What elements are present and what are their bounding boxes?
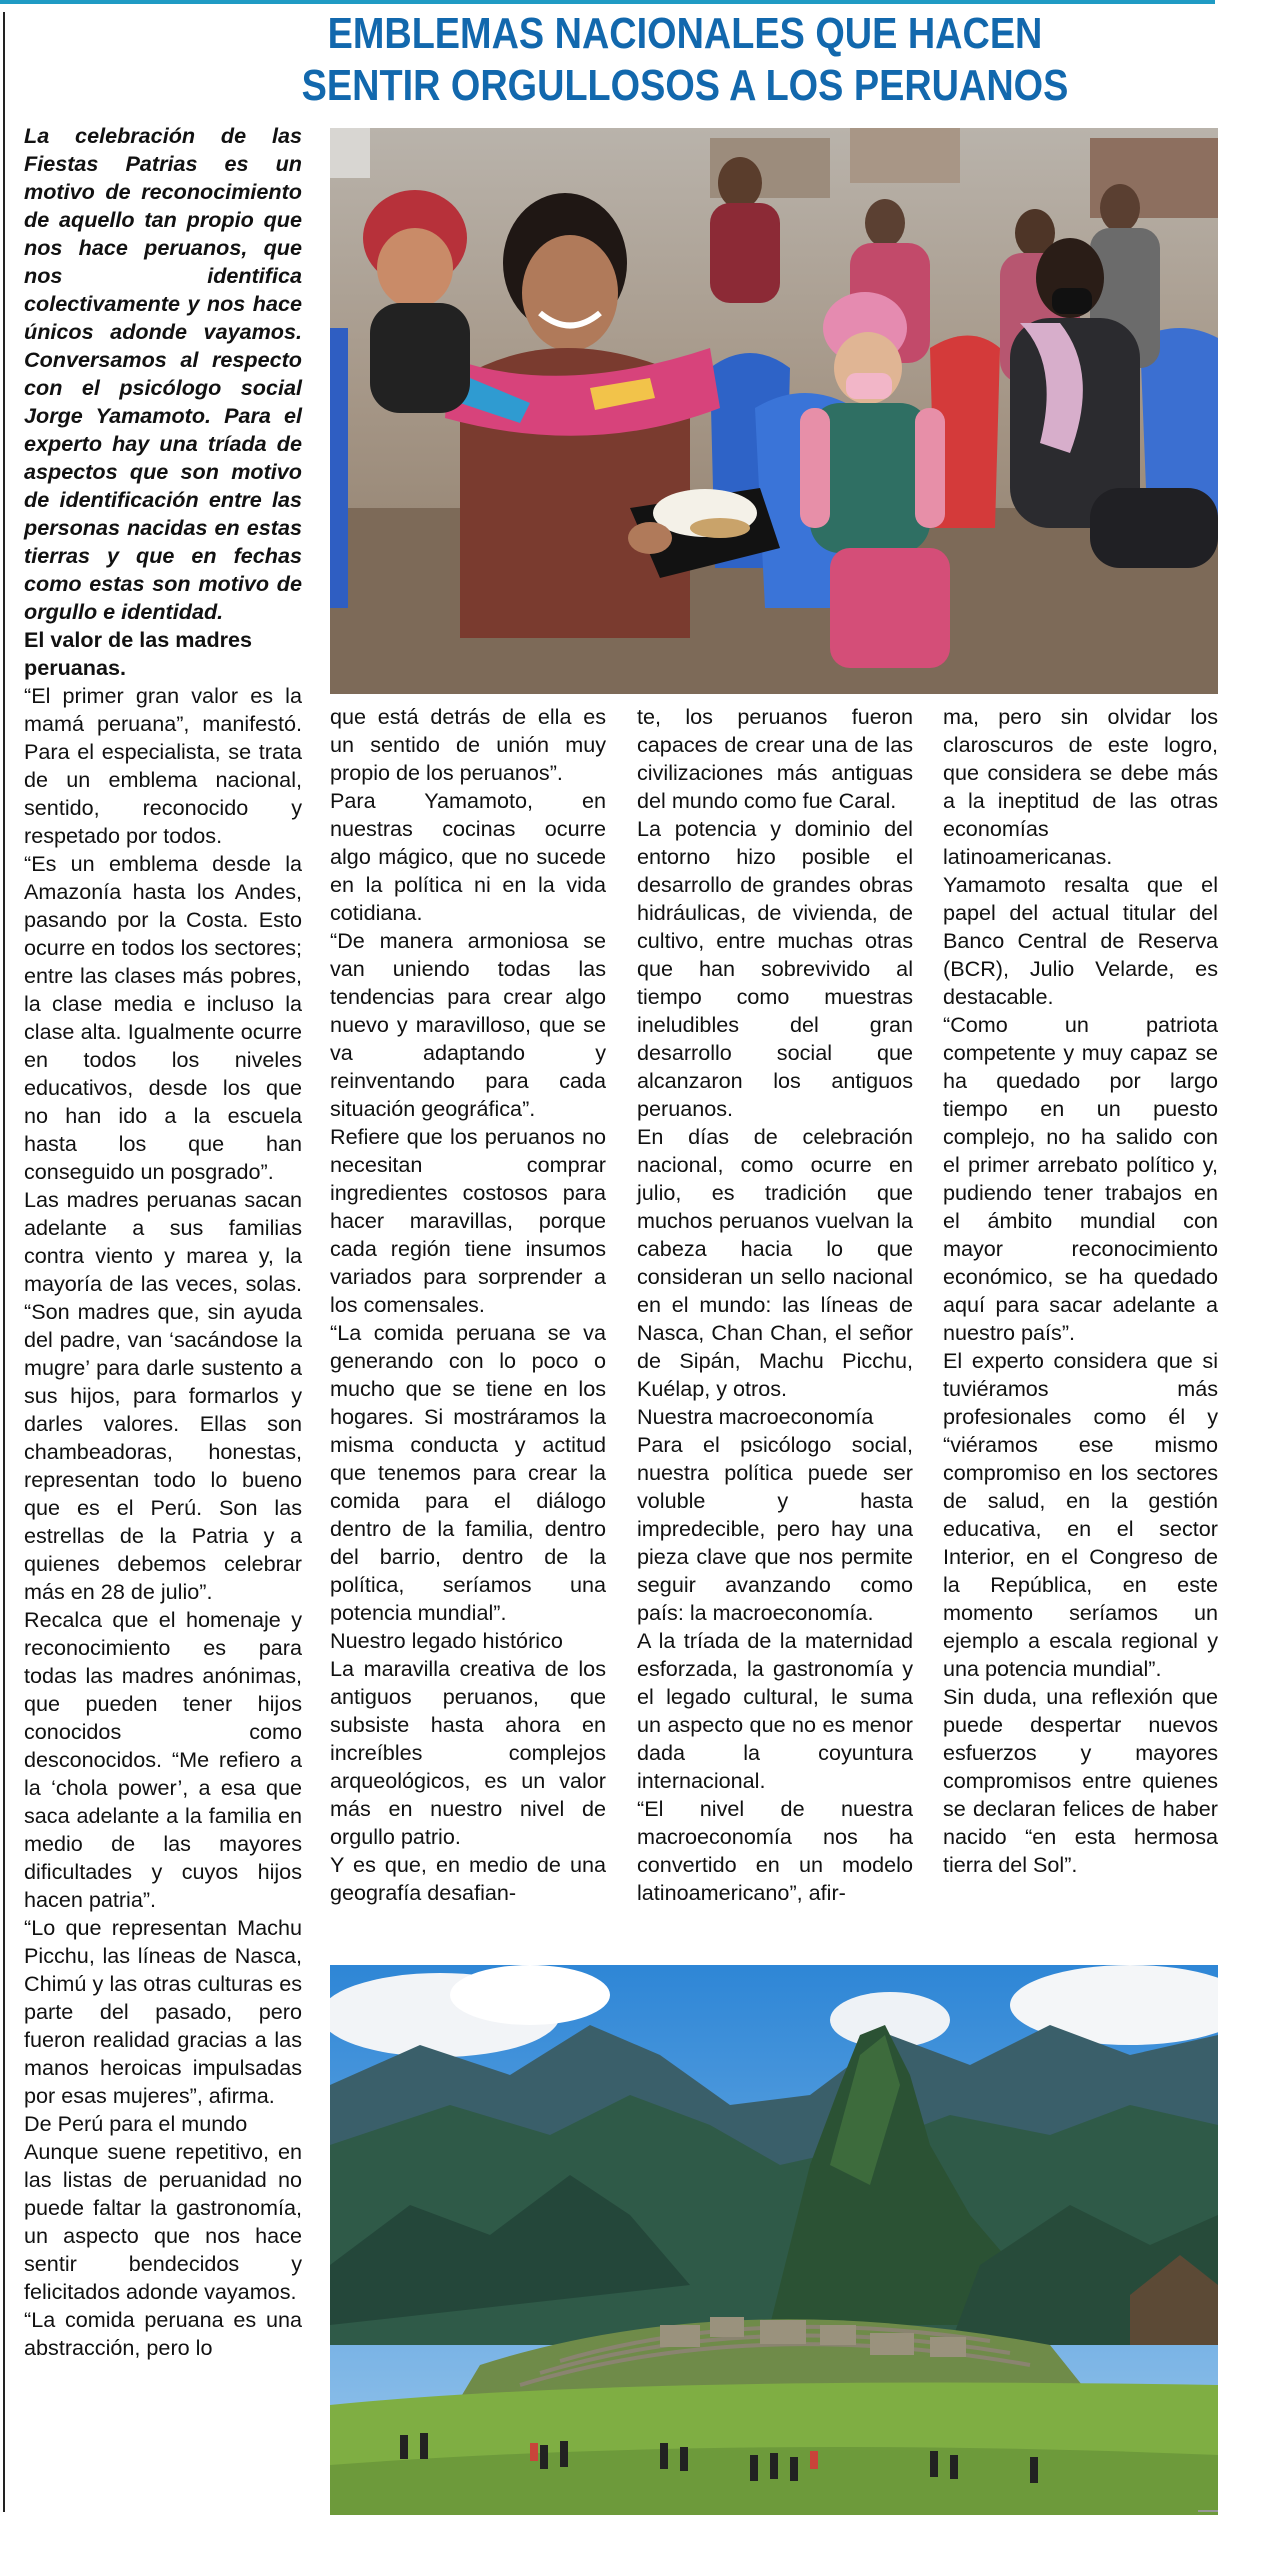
article-column-2: [330, 703, 606, 1907]
headline-line-1: EMBLEMAS NACIONALES QUE HACEN: [327, 9, 1043, 58]
body-paragraph: te, los peruanos fueron capaces de crear una de las civilizaciones más antiguas del mundo como fue Caral.: [637, 704, 913, 813]
section-subheading: De Perú para el mundo: [24, 2111, 248, 2136]
body-paragraph: “De manera armoniosa se van uniendo todas las tendencias para crear algo nuevo y maravilloso, que se va adaptando y reinventando para cada situación geográfica”.: [330, 928, 606, 1121]
intro-paragraph: La celebración de las Fiestas Patrias es un motivo de reconocimiento de aquello tan propio que nos hace peruanos, que nos identifica colectivamente y nos hace únicos adonde vayamos. Conversamos al respecto con el psicólogo social Jorge Yamamoto. Para el experto hay una tríada de aspectos que son motivo de identificación entre las personas nacidas en estas tierras y que en fechas como estas son motivo de orgullo e identidad.: [24, 123, 302, 624]
body-paragraph: El experto considera que si tuviéramos más profesionales como él y “viéramos ese mismo compromiso en los sectores de salud, en la gestión educativa, en el sector Interior, en el Congreso de la República, en este momento seríamos un ejemplo a escala regional y una potencia mundial”.: [943, 1348, 1218, 1681]
column-3-body: [637, 703, 913, 1907]
photo-machu-picchu: [330, 1965, 1218, 2515]
body-paragraph: “El primer gran valor es la mamá peruana”, manifestó. Para el especialista, se trata de un emblema nacional, sentido, reconocido y respetado por todos.: [24, 683, 302, 848]
body-paragraph: La maravilla creativa de los antiguos peruanos, que subsiste hasta ahora en increíbles complejos arqueológicos, es un valor más en nuestro nivel de orgullo patrio.: [330, 1656, 606, 1849]
body-paragraph: Refiere que los peruanos no necesitan comprar ingredientes costosos para hacer maravillas, porque cada región tiene insumos variados para sorprender a los comensales.: [330, 1124, 606, 1317]
section-subheading: El valor de las madres peruanas.: [24, 627, 253, 680]
section-subheading: Nuestro legado histórico: [330, 1628, 563, 1653]
body-paragraph: Las madres peruanas sacan adelante a sus familias contra viento y marea y, la mayoría de las veces, solas. “Son madres que, sin ayuda del padre, van ‘sacándose la mugre’ para darle sustento a sus hijos, para formarlos y darles valores. Ellas son chambeadoras, honestas, representan todo lo bueno que es el Perú. Son las estrellas de la Patria y a quienes debemos celebrar más en 28 de julio”.: [24, 1187, 302, 1604]
body-paragraph: En días de celebración nacional, como ocurre en julio, es tradición que muchos peruanos vuelvan la cabeza hacia lo que consideran un sello nacional en el mundo: las líneas de Nasca, Chan Chan, el señor de Sipán, Machu Picchu, Kuélap, y otros.: [637, 1124, 913, 1401]
headline-line-2: SENTIR ORGULLOSOS A LOS PERUANOS: [301, 61, 1069, 110]
body-paragraph: “La comida peruana se va generando con lo poco o mucho que se tiene en los hogares. Si mostráramos la misma conducta y actitud que tenemos para crear la comida para el diálogo dentro de la familia, dentro del barrio, dentro de la política, seríamos una potencia mundial”.: [330, 1320, 606, 1625]
body-paragraph: “La comida peruana es una abstracción, pero lo: [24, 2307, 302, 2360]
column-2-body: [330, 703, 606, 1907]
body-paragraph: “Lo que representan Machu Picchu, las líneas de Nasca, Chimú y las otras culturas es parte del pasado, pero fueron realidad gracias a las manos heroicas impulsadas por esas mujeres”, afirma.: [24, 1915, 302, 2108]
headline: [289, 8, 1080, 112]
column-1-body: [24, 626, 302, 2362]
body-paragraph: “Es un emblema desde la Amazonía hasta los Andes, pasando por la Costa. Esto ocurre en todos los sectores; entre las clases más pobres, la clase media e incluso la clase alta. Igualmente ocurre en todos los niveles educativos, desde los que no han ido a la escuela hasta los que han conseguido un posgrado”.: [24, 851, 302, 1184]
body-paragraph: Y es que, en medio de una geografía desafian-: [330, 1852, 606, 1905]
body-paragraph: Para Yamamoto, en nuestras cocinas ocurre algo mágico, que no sucede en la política ni en la vida cotidiana.: [330, 788, 606, 925]
left-column-rule: [3, 12, 5, 2512]
body-paragraph: La potencia y dominio del entorno hizo posible el desarrollo de grandes obras hidráulicas, de vivienda, de cultivo, entre muchas otras que han sobrevivido al tiempo como muestras ineludibles del gran desarrollo social que alcanzaron los antiguos peruanos.: [637, 816, 913, 1121]
mothers-photo-illustration: [330, 128, 1218, 694]
section-subheading: Nuestra macroeconomía: [637, 1404, 874, 1429]
body-paragraph: ma, pero sin olvidar los claroscuros de este logro, que considera se debe más a la ineptitud de las otras economías latinoamericanas. Yamamoto resalta que el papel del actual titular del Banco Central de Reserva (BCR), Julio Velarde, es destacable.: [943, 704, 1218, 1009]
article-column-3: [637, 703, 913, 1907]
body-paragraph: Para el psicólogo social, nuestra política puede ser voluble y hasta impredecible, pero hay una pieza clave que nos permite seguir avanzando como país: la macroeconomía.: [637, 1432, 913, 1625]
bottom-rule: [1198, 2510, 1218, 2512]
machu-picchu-illustration: [330, 1965, 1218, 2515]
body-paragraph: que está detrás de ella es un sentido de unión muy propio de los peruanos”.: [330, 704, 606, 785]
column-4-body: [943, 703, 1218, 1879]
body-paragraph: Aunque suene repetitivo, en las listas de peruanidad no puede faltar la gastronomía, un aspecto que nos hace sentir bendecidos y felicitados adonde vayamos.: [24, 2139, 302, 2304]
article-column-1: [24, 122, 302, 2362]
body-paragraph: A la tríada de la maternidad esforzada, la gastronomía y el legado cultural, le suma un aspecto que no es menor dada la coyuntura internacional.: [637, 1628, 913, 1793]
top-rule: [0, 0, 1215, 4]
body-paragraph: Sin duda, una reflexión que puede despertar nuevos esfuerzos y mayores compromisos entre quienes se declaran felices de haber nacido “en esta hermosa tierra del Sol”.: [943, 1684, 1218, 1877]
body-paragraph: Recalca que el homenaje y reconocimiento es para todas las madres anónimas, que pueden tener hijos conocidos como desconocidos. “Me refiero a la ‘chola power’, a esa que saca adelante a la familia en medio de las mayores dificultades y cuyos hijos hacen patria”.: [24, 1607, 302, 1912]
body-paragraph: “Como un patriota competente y muy capaz se ha quedado por largo tiempo en un puesto complejo, no ha salido con el primer arrebato político y, pudiendo tener trabajos en el ámbito mundial con mayor reconocimiento económico, se ha quedado aquí para sacar adelante a nuestro país”.: [943, 1012, 1218, 1345]
photo-mothers-and-children: [330, 128, 1218, 694]
body-paragraph: “El nivel de nuestra macroeconomía nos ha convertido en un modelo latinoamericano”, afir-: [637, 1796, 913, 1905]
article-column-4: [943, 703, 1218, 1879]
